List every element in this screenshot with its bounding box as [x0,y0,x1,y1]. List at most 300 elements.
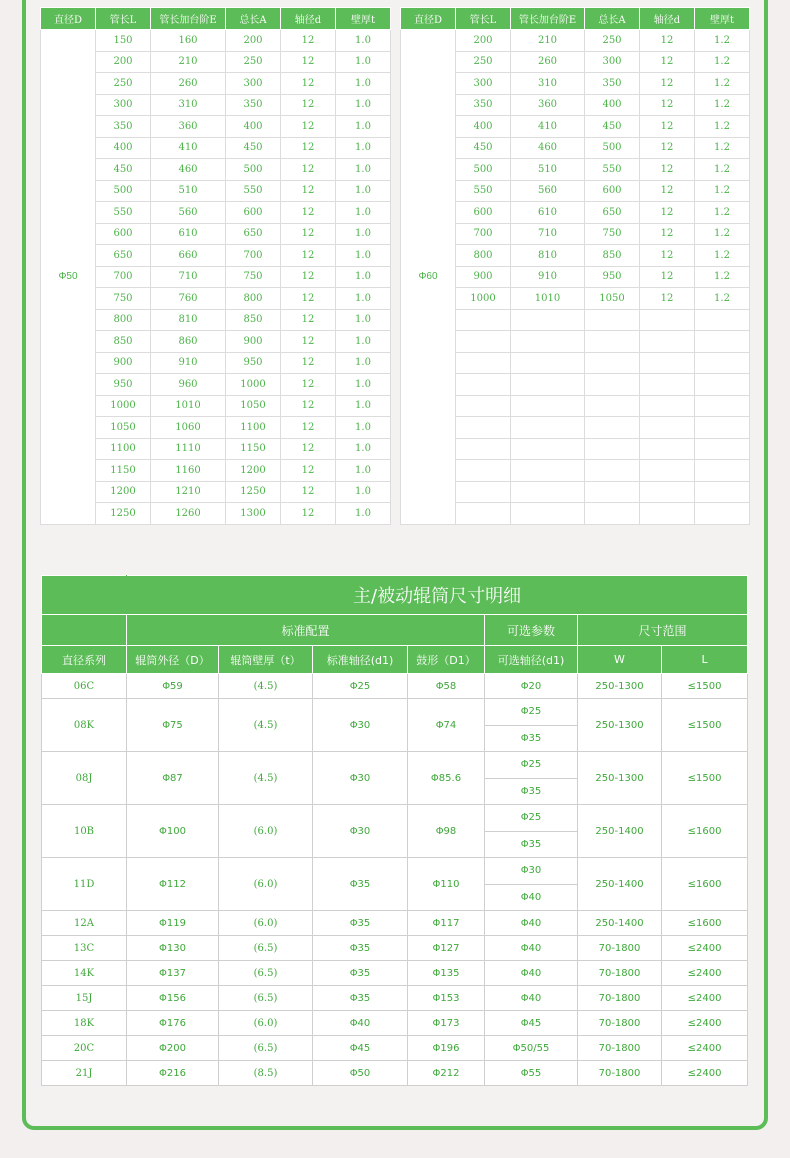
table-cell [585,417,640,439]
table-cell: 12 [281,481,336,503]
table-cell: 12 [281,73,336,95]
table-cell: 1.0 [336,309,391,331]
drum-shape-cell: Φ74 [408,699,485,752]
table-cell: 960 [151,374,226,396]
table-cell: 1100 [226,417,281,439]
table-cell: 12 [281,309,336,331]
table-cell: 810 [511,245,585,267]
optional-shaft-cell: Φ40 [485,911,578,936]
table-cell: 1010 [151,395,226,417]
optional-shaft-cell: Φ35 [485,831,578,858]
table-cell: 350 [96,116,151,138]
table-cell: 250 [226,51,281,73]
optional-shaft-cell: Φ30 [485,858,578,885]
outer-diameter-cell: Φ156 [127,986,219,1011]
table-cell: 1.0 [336,116,391,138]
table-cell: 750 [585,223,640,245]
range-l-cell: ≤2400 [662,1011,748,1036]
outer-diameter-cell: Φ216 [127,1061,219,1086]
table-cell: 1.0 [336,94,391,116]
table-title: 主/被动辊筒尺寸明细 [127,576,748,615]
table-cell [456,309,511,331]
table-cell [585,438,640,460]
table-cell: 12 [640,30,695,52]
table-cell: 12 [281,331,336,353]
table-cell: 1150 [96,460,151,482]
table-cell: 12 [640,51,695,73]
section-optional: 可选参数 [485,615,578,646]
pipe-table-phi50 [40,7,391,525]
table-cell: 850 [226,309,281,331]
column-header: 管长加台阶E [151,8,226,30]
outer-diameter-cell: Φ112 [127,858,219,911]
table-cell: 12 [281,352,336,374]
spec-column-header: 鼓形（D1） [408,646,485,674]
table-cell: 1060 [151,417,226,439]
wall-thickness-cell: (4.5) [219,699,313,752]
table-cell [585,352,640,374]
table-cell: 350 [226,94,281,116]
drum-shape-cell: Φ212 [408,1061,485,1086]
table-cell [640,460,695,482]
optional-shaft-cell: Φ45 [485,1011,578,1036]
table-cell: 12 [281,245,336,267]
table-cell: 400 [585,94,640,116]
table-header-row [41,8,391,30]
roller-spec-table [41,575,748,1086]
table-cell: 12 [281,51,336,73]
table-cell: 460 [511,137,585,159]
blank-corner [42,576,127,615]
standard-shaft-cell: Φ40 [313,1011,408,1036]
table-cell [695,417,750,439]
table-cell: 12 [640,180,695,202]
spec-row [42,1036,748,1061]
optional-shaft-cell: Φ40 [485,936,578,961]
table-cell: 450 [226,137,281,159]
table-cell [511,417,585,439]
series-cell: 21J [42,1061,127,1086]
range-l-cell: ≤2400 [662,1061,748,1086]
table-cell: 360 [511,94,585,116]
spec-column-header: W [578,646,662,674]
table-cell [585,395,640,417]
drum-shape-cell: Φ196 [408,1036,485,1061]
table-cell: 560 [151,202,226,224]
spec-row [42,936,748,961]
table-cell [585,331,640,353]
table-cell [511,331,585,353]
drum-shape-cell: Φ135 [408,961,485,986]
table-cell: 1.0 [336,223,391,245]
table-cell: 710 [511,223,585,245]
series-cell: 10B [42,805,127,858]
table-cell: 200 [226,30,281,52]
series-cell: 13C [42,936,127,961]
table-cell [695,309,750,331]
standard-shaft-cell: Φ30 [313,805,408,858]
table-cell [695,395,750,417]
table-cell: 1.0 [336,202,391,224]
standard-shaft-cell: Φ30 [313,699,408,752]
table-cell: 1.2 [695,288,750,310]
optional-shaft-cell: Φ25 [485,752,578,779]
table-cell: 950 [226,352,281,374]
optional-shaft-cell: Φ55 [485,1061,578,1086]
table-cell: 650 [585,202,640,224]
table-cell [640,309,695,331]
range-l-cell: ≤1500 [662,699,748,752]
table-cell: 1300 [226,503,281,525]
column-header: 轴径d [281,8,336,30]
table-cell: 1.2 [695,223,750,245]
table-row [401,30,750,52]
table-cell [640,331,695,353]
table-cell: 250 [96,73,151,95]
standard-shaft-cell: Φ35 [313,936,408,961]
table-cell: 12 [281,137,336,159]
column-header: 总长A [585,8,640,30]
table-cell: 1.2 [695,30,750,52]
standard-shaft-cell: Φ45 [313,1036,408,1061]
table-cell: 1150 [226,438,281,460]
table-cell [511,503,585,525]
table-cell: 12 [640,202,695,224]
table-cell: 12 [281,374,336,396]
table-cell: 12 [281,223,336,245]
table-cell: 1.0 [336,438,391,460]
table-cell: 1.2 [695,94,750,116]
table-cell: 550 [96,202,151,224]
table-cell [456,395,511,417]
table-cell: 1.0 [336,288,391,310]
table-cell [511,438,585,460]
table-cell: 1250 [226,481,281,503]
table-cell: 1.2 [695,202,750,224]
table-cell: 400 [226,116,281,138]
table-cell: 200 [456,30,511,52]
table-cell [695,460,750,482]
table-cell: 1100 [96,438,151,460]
range-w-cell: 250-1400 [578,911,662,936]
spec-column-header: 直径系列 [42,646,127,674]
drum-shape-cell: Φ85.6 [408,752,485,805]
outer-diameter-cell: Φ200 [127,1036,219,1061]
optional-shaft-cell: Φ40 [485,961,578,986]
table-cell: 1000 [456,288,511,310]
table-cell: 1.0 [336,395,391,417]
table-cell [456,460,511,482]
outer-diameter-cell: Φ87 [127,752,219,805]
series-cell: 20C [42,1036,127,1061]
column-header: 直径D [401,8,456,30]
spec-row [42,911,748,936]
table-cell [695,331,750,353]
blank-corner [42,615,127,646]
table-cell: 450 [456,137,511,159]
table-cell [695,374,750,396]
optional-shaft-cell: Φ50/55 [485,1036,578,1061]
diameter-cell: Φ60 [401,30,456,525]
wall-thickness-cell: (6.0) [219,911,313,936]
table-cell: 500 [226,159,281,181]
table-cell: 12 [640,94,695,116]
series-cell: 14K [42,961,127,986]
table-cell [640,417,695,439]
table-cell [511,395,585,417]
table-cell: 850 [585,245,640,267]
column-header: 壁厚t [336,8,391,30]
table-cell: 200 [96,51,151,73]
wall-thickness-cell: (6.0) [219,805,313,858]
standard-shaft-cell: Φ35 [313,961,408,986]
table-cell [511,481,585,503]
table-cell: 12 [640,245,695,267]
table-cell: 850 [96,331,151,353]
table-cell: 1050 [585,288,640,310]
spec-row [42,699,748,726]
table-cell: 1.2 [695,245,750,267]
drum-shape-cell: Φ153 [408,986,485,1011]
table-cell: 1200 [96,481,151,503]
range-w-cell: 250-1400 [578,805,662,858]
table-cell: 1200 [226,460,281,482]
series-cell: 12A [42,911,127,936]
spec-column-header: L [662,646,748,674]
table-cell: 600 [456,202,511,224]
table-cell [456,374,511,396]
column-header: 管长加台阶E [511,8,585,30]
table-cell: 210 [151,51,226,73]
range-w-cell: 250-1300 [578,674,662,699]
spec-row [42,858,748,885]
range-w-cell: 250-1400 [578,858,662,911]
table-cell [511,374,585,396]
table-cell: 12 [281,159,336,181]
wall-thickness-cell: (8.5) [219,1061,313,1086]
wall-thickness-cell: (4.5) [219,752,313,805]
spec-column-header: 可选轴径(d1) [485,646,578,674]
optional-shaft-cell: Φ35 [485,778,578,805]
spec-row [42,961,748,986]
table-cell: 250 [456,51,511,73]
table-cell: 600 [585,180,640,202]
column-header: 壁厚t [695,8,750,30]
table-header-row [401,8,750,30]
table-cell: 160 [151,30,226,52]
standard-shaft-cell: Φ30 [313,752,408,805]
series-cell: 15J [42,986,127,1011]
standard-shaft-cell: Φ50 [313,1061,408,1086]
table-cell [640,374,695,396]
standard-shaft-cell: Φ25 [313,674,408,699]
table-cell: 12 [281,94,336,116]
table-cell [456,503,511,525]
table-cell: 700 [456,223,511,245]
table-cell: 1.0 [336,159,391,181]
table-cell: 1050 [96,417,151,439]
table-cell [456,438,511,460]
range-l-cell: ≤1500 [662,752,748,805]
table-cell: 900 [456,266,511,288]
wall-thickness-cell: (6.5) [219,961,313,986]
table-cell: 800 [456,245,511,267]
table-cell: 610 [151,223,226,245]
range-w-cell: 250-1300 [578,699,662,752]
table-cell: 1.0 [336,374,391,396]
range-l-cell: ≤1600 [662,805,748,858]
table-cell: 210 [511,30,585,52]
table-cell: 1.2 [695,180,750,202]
wall-thickness-cell: (6.5) [219,1036,313,1061]
table-cell: 12 [640,223,695,245]
table-cell: 300 [456,73,511,95]
outer-diameter-cell: Φ176 [127,1011,219,1036]
table-cell: 12 [640,266,695,288]
table-cell: 900 [226,331,281,353]
table-cell [585,309,640,331]
outer-diameter-cell: Φ130 [127,936,219,961]
section-standard: 标准配置 [127,615,485,646]
table-cell: 12 [281,417,336,439]
table-cell: 450 [585,116,640,138]
table-cell: 910 [511,266,585,288]
table-cell [695,503,750,525]
range-l-cell: ≤2400 [662,961,748,986]
series-cell: 18K [42,1011,127,1036]
table-cell: 650 [96,245,151,267]
drum-shape-cell: Φ110 [408,858,485,911]
table-cell: 1010 [511,288,585,310]
outer-diameter-cell: Φ75 [127,699,219,752]
table-cell: 300 [226,73,281,95]
table-cell: 910 [151,352,226,374]
table-cell: 1.0 [336,417,391,439]
table-cell [511,309,585,331]
table-cell: 950 [585,266,640,288]
table-cell: 750 [96,288,151,310]
table-cell: 1000 [226,374,281,396]
optional-shaft-cell: Φ20 [485,674,578,699]
table-cell: 350 [585,73,640,95]
table-cell: 12 [281,202,336,224]
column-header: 总长A [226,8,281,30]
series-cell: 08K [42,699,127,752]
table-cell: 600 [96,223,151,245]
spec-row [42,986,748,1011]
table-cell: 1.0 [336,51,391,73]
table-cell: 12 [640,288,695,310]
standard-shaft-cell: Φ35 [313,911,408,936]
table-cell [695,481,750,503]
table-cell: 310 [511,73,585,95]
table-cell [585,374,640,396]
optional-shaft-cell: Φ35 [485,725,578,752]
table-cell: 400 [96,137,151,159]
range-w-cell: 70-1800 [578,961,662,986]
table-cell: 1160 [151,460,226,482]
range-w-cell: 70-1800 [578,986,662,1011]
spec-column-header: 标准轴径(d1) [313,646,408,674]
table-cell: 250 [585,30,640,52]
table-cell: 560 [511,180,585,202]
table-row [41,30,391,52]
table-cell: 500 [585,137,640,159]
table-cell: 950 [96,374,151,396]
table-cell: 550 [456,180,511,202]
table-cell: 1260 [151,503,226,525]
table-cell [695,352,750,374]
table-cell: 1110 [151,438,226,460]
drum-shape-cell: Φ127 [408,936,485,961]
range-w-cell: 70-1800 [578,1011,662,1036]
range-l-cell: ≤1600 [662,858,748,911]
series-cell: 11D [42,858,127,911]
table-cell: 510 [151,180,226,202]
table-cell [640,481,695,503]
spec-row [42,1061,748,1086]
table-cell: 600 [226,202,281,224]
table-cell: 12 [281,30,336,52]
range-w-cell: 70-1800 [578,1061,662,1086]
column-header: 直径D [41,8,96,30]
table-cell: 350 [456,94,511,116]
table-cell: 1000 [96,395,151,417]
table-cell [640,503,695,525]
table-cell: 1.0 [336,73,391,95]
section-range: 尺寸范围 [578,615,748,646]
table-cell: 12 [281,180,336,202]
table-cell: 150 [96,30,151,52]
table-cell: 12 [281,503,336,525]
table-cell [511,352,585,374]
table-cell: 12 [281,266,336,288]
table-cell: 1.2 [695,116,750,138]
table-cell: 1.2 [695,51,750,73]
pipe-table-phi60 [400,7,750,525]
standard-shaft-cell: Φ35 [313,858,408,911]
table-cell: 1.0 [336,137,391,159]
table-cell: 710 [151,266,226,288]
table-cell: 1050 [226,395,281,417]
table-cell: 300 [585,51,640,73]
table-cell: 550 [226,180,281,202]
table-cell: 460 [151,159,226,181]
table-cell [456,417,511,439]
table-cell: 1.0 [336,180,391,202]
column-header: 管长L [456,8,511,30]
table-cell: 400 [456,116,511,138]
table-cell: 1.2 [695,137,750,159]
optional-shaft-cell: Φ25 [485,805,578,832]
table-cell [640,395,695,417]
table-cell: 860 [151,331,226,353]
table-cell: 1.0 [336,245,391,267]
table-cell [585,503,640,525]
wall-thickness-cell: (6.5) [219,986,313,1011]
table-cell: 500 [456,159,511,181]
spec-row [42,805,748,832]
table-cell: 500 [96,180,151,202]
table-cell: 1.2 [695,73,750,95]
table-cell: 310 [151,94,226,116]
table-cell: 1.0 [336,331,391,353]
drum-shape-cell: Φ117 [408,911,485,936]
spec-row [42,674,748,699]
table-cell: 300 [96,94,151,116]
table-cell: 260 [511,51,585,73]
table-cell: 900 [96,352,151,374]
